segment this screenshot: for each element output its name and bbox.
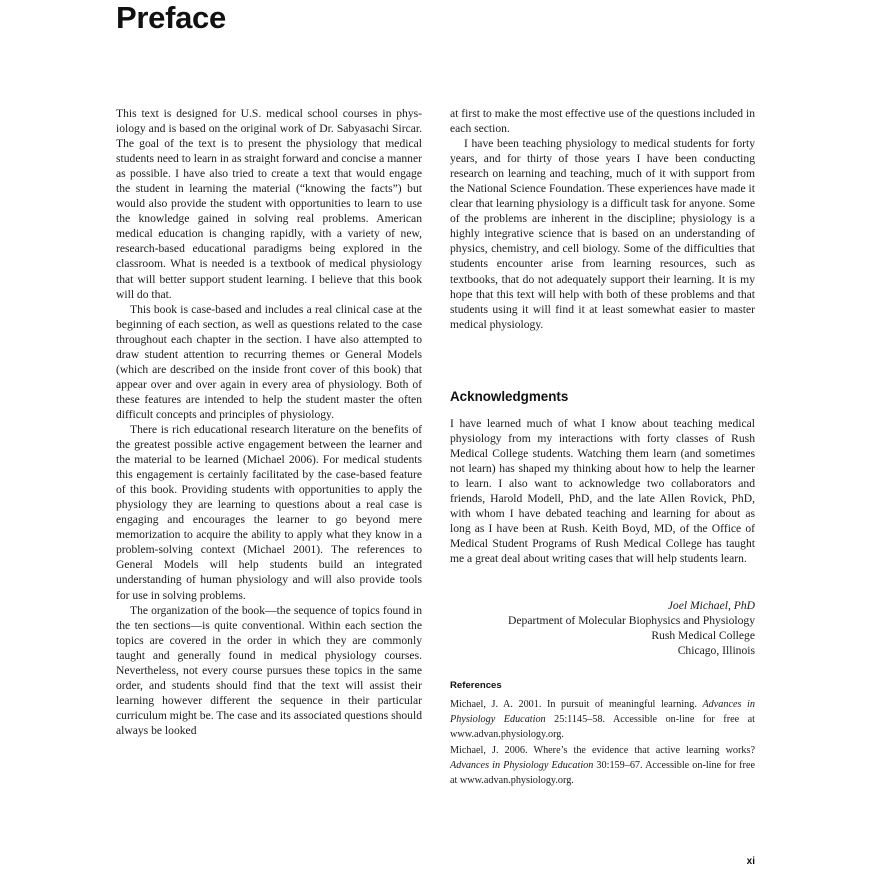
- author-name: Joel Michael, PhD: [667, 599, 755, 612]
- references-list: [450, 697, 755, 788]
- reference-details: 30:159–67. Accessible on-line for free at www.advan.physiology.org.: [450, 759, 755, 787]
- paragraph: The organization of the book—the sequence of topics found in the ten sections—is quite conventional. Within each section the topics are covered in the order in which they are commonly taught and generally found in medical physiology courses. Nevertheless, not every course pursues these topics in the same order, and students should find that the text will assist their learning however different the sequence in their particular curriculum might be. The case and its associated questions should always be looked: [116, 603, 422, 737]
- paragraph: at first to make the most effective use of the questions included in each section.: [450, 107, 756, 136]
- reference-journal: Advances in Physiology Education: [450, 759, 594, 771]
- paragraph: There is rich educational research literature on the benefits of the greatest possible active engagement between the learner and the material to be learned (Michael 2006). For medical students this engagement is certainly facilitated by the case-based feature of this book. Providing students with opportunities to apply the physiology they are learning to questions about a real case is engaging and encourages the learner to go beyond mere memorization to acquire the ability to apply what they know in a problem-solving context (Michael 2001). The references to General Models will help students build an integrated understanding of human physiology and will also provide tools for use in solving problems.: [116, 422, 422, 602]
- page-number: xi: [746, 856, 755, 867]
- paragraph: I have been teaching physiology to medical students for forty years, and for thirty of those years I have been conducting research on learning and teaching, much of it with support from the National Science Foundation. These experiences have made it clear that learning physiology is a difficult task for anyone. Some of the problems are inherent in the discipline; physiology is a highly integrative science that is based on an understanding of physics, chemistry, and cell biology. Some of the difficulties that students encounter arise from learning resources, such as textbooks, that do not adequately support their learning. It is my hope that this text will help with both of these problems and that students using it will find it at least somewhat easier to master medical physiology.: [450, 137, 755, 331]
- signature-block: [508, 598, 755, 658]
- reference-journal: Advances in Physiology Education: [450, 699, 755, 726]
- reference-item: [450, 697, 755, 743]
- author-institution: Rush Medical College: [651, 629, 755, 643]
- paragraph: This book is case-based and includes a real clinical case at the beginning of each section, as well as questions related to the case throughout each chapter in the section. I have also attempted to draw student attention to recurring themes or General Models (which are described on the inside front cover of this book) that appear over and over again in every area of physiology. Both of these features are intended to help the student master the often difficult concepts and principles of physiology.: [116, 302, 422, 421]
- reference-item: [450, 743, 755, 789]
- right-text-column: [450, 106, 755, 332]
- references-heading: References: [450, 680, 502, 691]
- acknowledgments-body: [450, 416, 755, 566]
- author-department: Department of Molecular Biophysics and Physiology: [508, 614, 755, 628]
- left-text-column: [116, 106, 422, 738]
- author-location: Chicago, Illinois: [677, 644, 755, 658]
- page-title: Preface: [116, 0, 226, 35]
- reference-citation: Michael, J. A. 2001. In pursuit of meaningful learning.: [450, 699, 703, 710]
- reference-citation: Michael, J. 2006. Where’s the evidence that active learning works?: [450, 744, 755, 756]
- paragraph: This text is designed for U.S. medical school courses in physiology and is based on the original work of Dr. Sabyasachi Sircar. The goal of the text is to present the physiology that medical students need to learn in as straight forward and concise a manner as possible. I have also tried to create a text that would engage the student in learning the material (“knowing the facts”) but would also provide the student with opportunities to learn to use the knowledge gained in solving real problems. American medical education is changing rapidly, with a variety of new, research-based educational paradigms being explored in the classroom. What is needed is a textbook of medical physiology that will better support student learning. I believe that this book will do that.: [116, 107, 422, 301]
- paragraph: I have learned much of what I know about teaching medical physiology from my interactions with forty classes of Rush Medical College students. Watching them learn (and sometimes not learn) has shaped my thinking about how to help the learner to learn. I also want to acknowledge two collaborators and friends, Harold Modell, PhD, and the late Allen Rovick, PhD, with whom I have debated teaching and learning for about as long as I have been at Rush. Keith Boyd, MD, of the Office of Medical Student Programs of Rush Medical College has taught me a great deal about writing cases that will help students learn.: [450, 417, 755, 566]
- reference-details: 25:1145–58. Accessible on-line for free at www.advan.physiology.org.: [450, 714, 755, 741]
- acknowledgments-heading: Acknowledgments: [450, 389, 569, 404]
